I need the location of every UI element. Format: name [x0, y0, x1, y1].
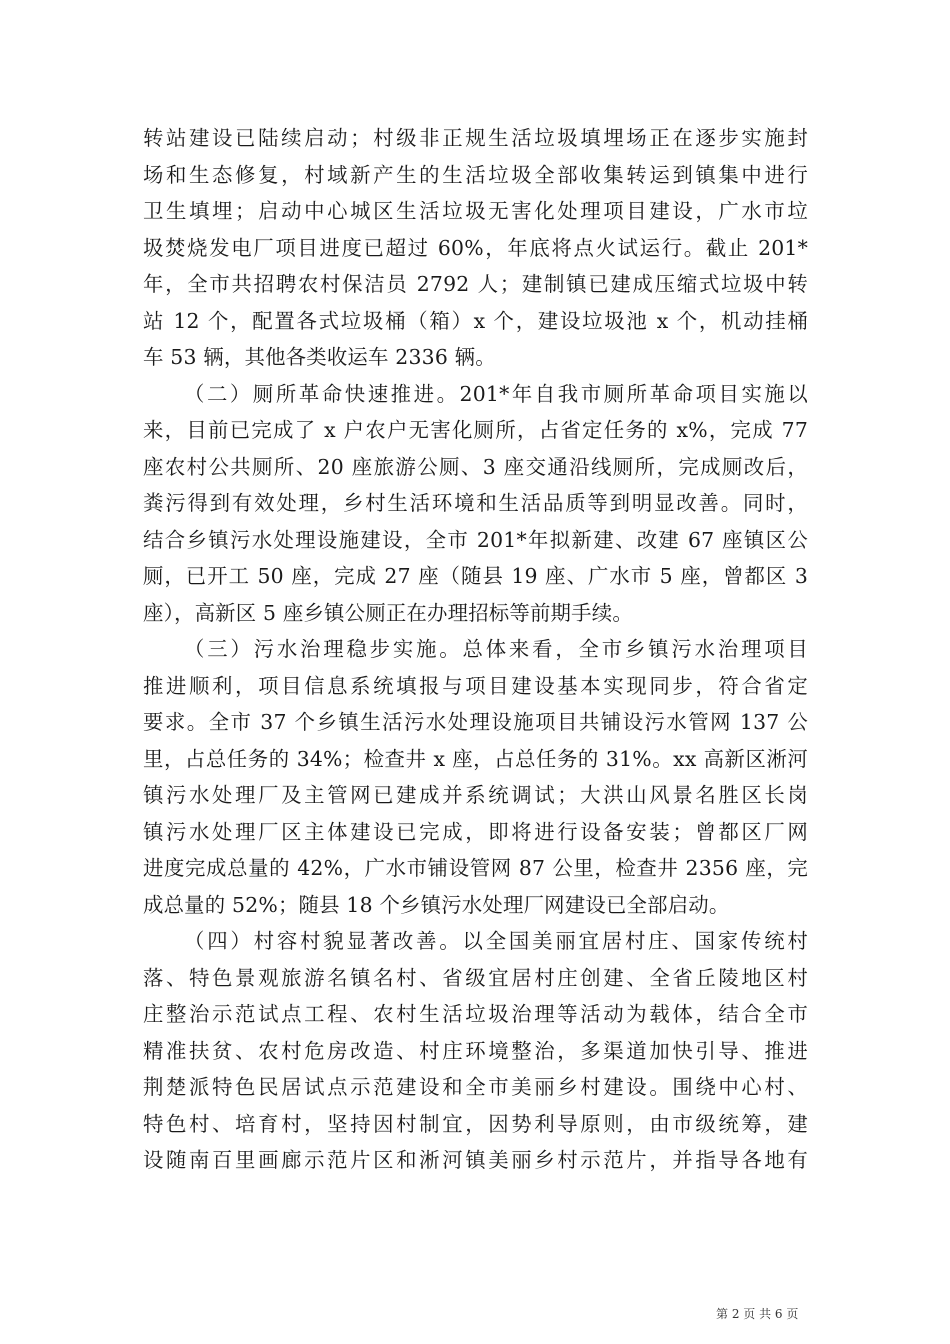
text-line: 结合乡镇污水处理设施建设，全市 201*年拟新建、改建 67 座镇区公	[143, 527, 808, 552]
text-line: 转站建设已陆续启动；村级非正规生活垃圾填埋场正在逐步实施封	[143, 126, 808, 150]
text-line: 粪污得到有效处理，乡村生活环境和生活品质等到明显改善。同时，	[143, 491, 808, 515]
text-line: 设随南百里画廊示范片区和淅河镇美丽乡村示范片，并指导各地有	[143, 1148, 808, 1172]
text-line: 卫生填埋；启动中心城区生活垃圾无害化处理项目建设，广水市垃	[143, 199, 808, 223]
text-line: 成总量的 52%；随县 18 个乡镇污水处理厂网建设已全部启动。	[143, 892, 730, 917]
text-line: 特色村、培育村，坚持因村制宜，因势利导原则，由市级统筹，建	[143, 1111, 808, 1136]
text-line: 车 53 辆，其他各类收运车 2336 辆。	[143, 345, 496, 369]
text-line: 座农村公共厕所、20 座旅游公厕、3 座交通沿线厕所，完成厕改后，	[143, 454, 808, 479]
text-line: 站 12 个，配置各式垃圾桶（箱）x 个，建设垃圾池 x 个，机动挂桶	[143, 308, 808, 333]
page-number: 第 2 页 共 6 页	[716, 1307, 799, 1321]
text-line: 场和生态修复，村域新产生的生活垃圾全部收集转运到镇集中进行	[143, 162, 808, 187]
text-line: 镇污水处理厂区主体建设已完成，即将进行设备安装；曾都区厂网	[143, 819, 808, 844]
text-line: 座），高新区 5 座乡镇公厕正在办理招标等前期手续。	[143, 600, 633, 625]
section-heading-line: （四）村容村貌显著改善。以全国美丽宜居村庄、国家传统村	[184, 929, 808, 953]
section-heading-line: （三）污水治理稳步实施。总体来看，全市乡镇污水治理项目	[184, 637, 808, 661]
body-text	[143, 120, 808, 1179]
text-line: 推进顺利，项目信息系统填报与项目建设基本实现同步，符合省定	[143, 673, 808, 698]
text-line: 年，全市共招聘农村保洁员 2792 人；建制镇已建成压缩式垃圾中转	[143, 272, 808, 296]
text-line: 圾焚烧发电厂项目进度已超过 60%，年底将点火试运行。截止 201*	[143, 235, 808, 260]
text-line: 进度完成总量的 42%，广水市铺设管网 87 公里，检查井 2356 座，完	[143, 856, 808, 880]
text-line: 要求。全市 37 个乡镇生活污水处理设施项目共铺设污水管网 137 公	[143, 710, 808, 734]
text-line: 里，占总任务的 34%；检查井 x 座，占总任务的 31%。xx 高新区淅河	[143, 746, 808, 771]
text-line: 精准扶贫、农村危房改造、村庄环境整治，多渠道加快引导、推进	[143, 1038, 808, 1063]
text-line: 庄整治示范试点工程、农村生活垃圾治理等活动为载体，结合全市	[143, 1002, 808, 1026]
text-line: 来，目前已完成了 x 户农户无害化厕所，占省定任务的 x%，完成 77	[143, 418, 808, 442]
text-line: 荆楚派特色民居试点示范建设和全市美丽乡村建设。围绕中心村、	[143, 1075, 808, 1099]
text-line: 落、特色景观旅游名镇名村、省级宜居村庄创建、全省丘陵地区村	[143, 965, 808, 990]
section-heading-line: （二）厕所革命快速推进。201*年自我市厕所革命项目实施以	[184, 381, 808, 406]
text-line: 厕，已开工 50 座，完成 27 座（随县 19 座、广水市 5 座，曾都区 3	[143, 564, 808, 588]
text-line: 镇污水处理厂及主管网已建成并系统调试；大洪山风景名胜区长岗	[143, 783, 808, 807]
